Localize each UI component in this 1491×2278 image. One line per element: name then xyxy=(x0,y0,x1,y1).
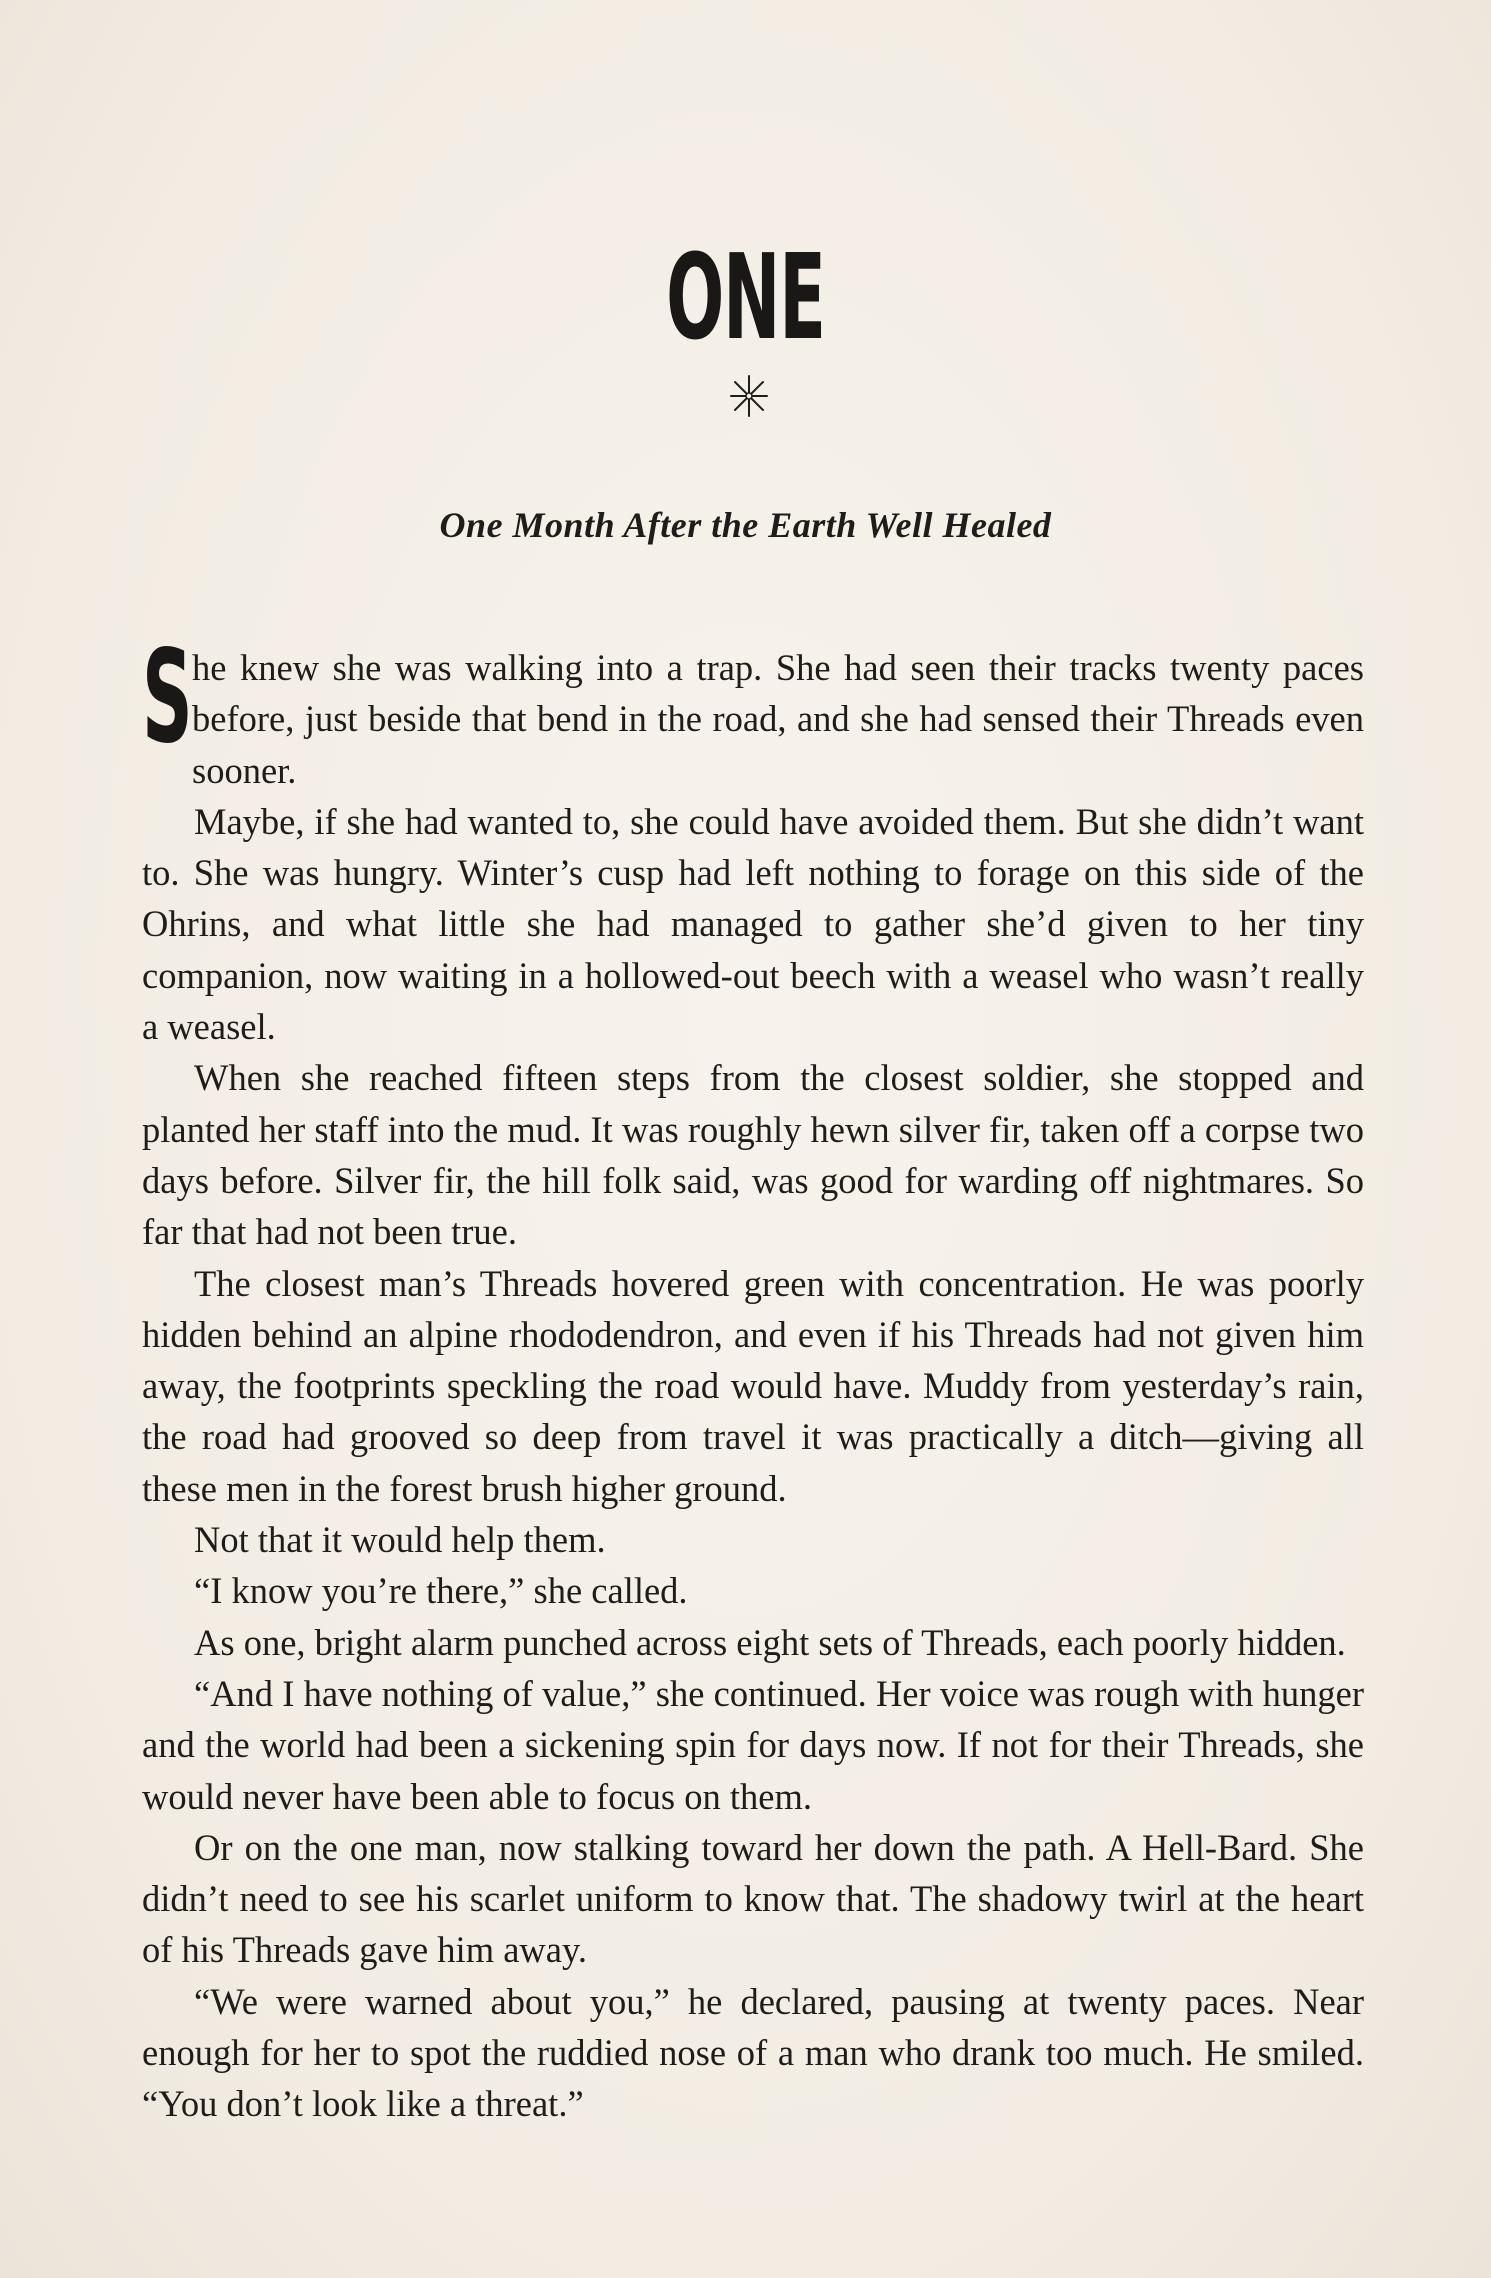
paragraph-4: The closest man’s Threads hovered green with concentration. He was poorly hidden behind an alpine rhododendron, and even if his Threads had not given him away, the footprints speckling the road would have. Muddy from yesterday’s rain, the road had grooved so deep from travel it was practically a ditch—giving all these men in the forest brush higher ground. xyxy=(142,1262,1364,1509)
paragraph-5: Not that it would help them. xyxy=(194,1519,606,1561)
paragraph-8: “And I have nothing of value,” she continued. Her voice was rough with hunger and the world had been a sickening spin for days now. If not for their Threads, she would never have been able to focus on them. xyxy=(142,1672,1364,1817)
paragraph-1 xyxy=(142,623,1364,796)
chapter-title: ONE xyxy=(666,228,825,366)
paragraph-9: Or on the one man, now stalking toward her down the path. A Hell-Bard. She didn’t need to see his scarlet uniform to know that. The shadowy twirl at the heart of his Threads gave him away. xyxy=(142,1826,1364,1971)
chapter-subtitle: One Month After the Earth Well Healed xyxy=(439,505,1052,545)
paragraph-text: he knew she was walking into a trap. She had seen their tracks twenty paces before, just beside that bend in the road, and she had sensed their Threads even sooner. xyxy=(192,647,1364,791)
paragraph-3: When she reached fifteen steps from the closest soldier, she stopped and planted her staff into the mud. It was roughly hewn silver fir, taken off a corpse two days before. Silver fir, the hill folk said, was good for warding off nightmares. So far that had not been true. xyxy=(142,1057,1364,1253)
asterisk-ornament-icon xyxy=(725,372,773,420)
chapter-body xyxy=(142,623,1364,2130)
drop-cap: S xyxy=(142,623,193,772)
paragraph-6: “I know you’re there,” she called. xyxy=(194,1570,688,1612)
paragraph-10: “We were warned about you,” he declared, pausing at twenty paces. Near enough for her to spot the ruddied nose of a man who drank too much. He smiled. “You don’t look like a threat.” xyxy=(142,1980,1364,2125)
paragraph-7: As one, bright alarm punched across eight sets of Threads, each poorly hidden. xyxy=(194,1621,1346,1663)
paragraph-2: Maybe, if she had wanted to, she could have avoided them. But she didn’t want to. She was hungry. Winter’s cusp had left nothing to forage on this side of the Ohrins, and what little she had managed to gather she’d given to her tiny companion, now waiting in a hollowed-out beech with a weasel who wasn’t really a weasel. xyxy=(142,800,1364,1048)
